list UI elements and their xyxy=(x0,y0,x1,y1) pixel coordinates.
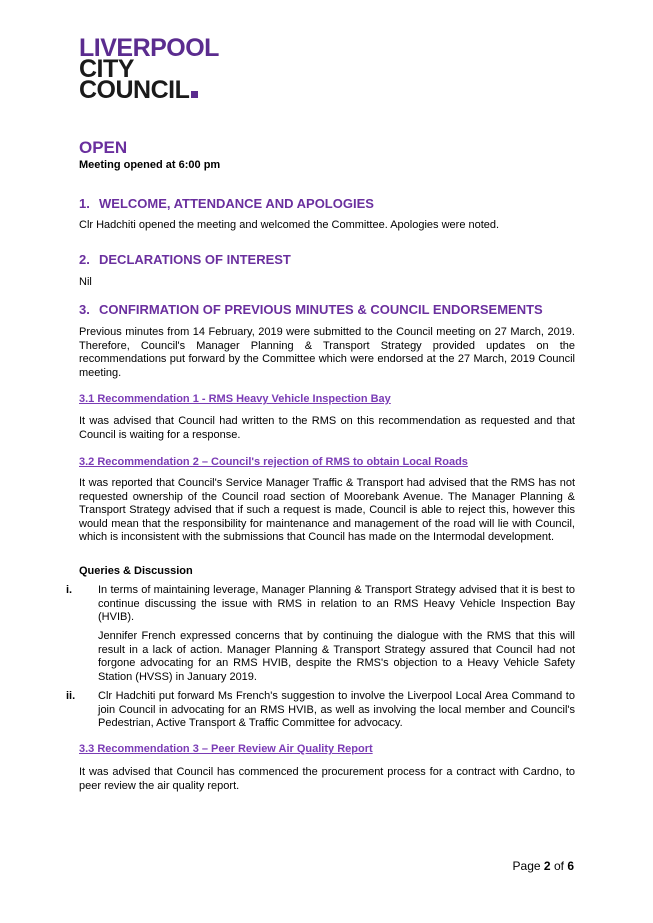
item-i-text: In terms of maintaining leverage, Manager Planning & Transport Strategy advised that it is best to continue discussing the issue with RMS in relation to an RMS Heavy Vehicle Inspection Bay (HVIB). xyxy=(98,584,575,624)
section-2-heading xyxy=(79,252,291,267)
rec3-text: It was advised that Council has commenced the procurement process for a contract with Cardno, to peer review the air quality report. xyxy=(79,766,575,792)
logo-dot-icon xyxy=(191,91,198,98)
section-1-number: 1. xyxy=(79,196,90,211)
rec2-heading: 3.2 Recommendation 2 – Council's rejection of RMS to obtain Local Roads xyxy=(79,456,468,468)
section-1-heading xyxy=(79,196,374,211)
council-logo xyxy=(79,34,219,104)
section-2-text: Nil xyxy=(79,276,92,288)
section-3-title: CONFIRMATION OF PREVIOUS MINUTES & COUNCIL ENDORSEMENTS xyxy=(99,302,543,317)
item-ii-number: ii. xyxy=(66,690,76,702)
rec1-text: It was advised that Council had written to the RMS on this recommendation as requested and that Council is waiting for a response. xyxy=(79,415,575,441)
rec3-heading: 3.3 Recommendation 3 – Peer Review Air Quality Report xyxy=(79,743,373,755)
open-heading: OPEN xyxy=(79,138,128,157)
logo-line-council xyxy=(79,76,219,104)
logo-line-council-text: COUNCIL xyxy=(79,76,190,104)
logo-line-city: CITY xyxy=(79,55,134,83)
page-current: 2 xyxy=(543,859,551,873)
page-number xyxy=(513,859,574,873)
queries-heading: Queries & Discussion xyxy=(79,565,193,577)
section-3-heading xyxy=(79,302,543,317)
section-1-title: WELCOME, ATTENDANCE AND APOLOGIES xyxy=(99,196,374,211)
page-of: of xyxy=(553,859,564,873)
logo-line-liverpool: LIVERPOOL xyxy=(79,34,219,62)
section-1-text: Clr Hadchiti opened the meeting and welcomed the Committee. Apologies were noted. xyxy=(79,219,500,231)
section-2-title: DECLARATIONS OF INTEREST xyxy=(99,252,291,267)
item-i-text2: Jennifer French expressed concerns that by continuing the dialogue with the RMS that this will result in a lack of action. Manager Planning & Transport Strategy assured that Council had not forgone advocating for an RMS HVIB, despite the RMS's objection to a Heavy Vehicle Safety Station (HVSS) in January 2019. xyxy=(98,630,575,683)
item-i-number: i. xyxy=(66,584,73,596)
section-3-number: 3. xyxy=(79,302,90,317)
page-total: 6 xyxy=(567,859,574,873)
section-3-text: Previous minutes from 14 February, 2019 were submitted to the Council meeting on 27 March, 2019. Therefore, Council's Manager Planning & Transport Strategy provided updates on the recommendations put forward by the Committee which were endorsed at the 27 March, 2019 Council meeting. xyxy=(79,326,575,379)
rec2-text: It was reported that Council's Service Manager Traffic & Transport had advised that the RMS has not requested ownership of the Council road section of Moorebank Avenue. The Manager Planning & Transport Strategy advised that if such a request is made, Council is able to reject this, however this would mean that the responsibility for maintenance and management of the road will lie with Council, which is inconsistent with the submissions that Council has made on the Intermodal development. xyxy=(79,477,575,544)
section-2-number: 2. xyxy=(79,252,90,267)
page-label: Page xyxy=(512,859,541,873)
item-ii-text: Clr Hadchiti put forward Ms French's suggestion to involve the Liverpool Local Area Command to join Council in advocating for an RMS HVIB, as well as involving the local member and Council's Pedestrian, Active Transport & Traffic Committee for advocacy. xyxy=(98,690,575,730)
rec1-heading: 3.1 Recommendation 1 - RMS Heavy Vehicle Inspection Bay xyxy=(79,393,391,405)
meeting-opened-text: Meeting opened at 6:00 pm xyxy=(79,159,221,171)
